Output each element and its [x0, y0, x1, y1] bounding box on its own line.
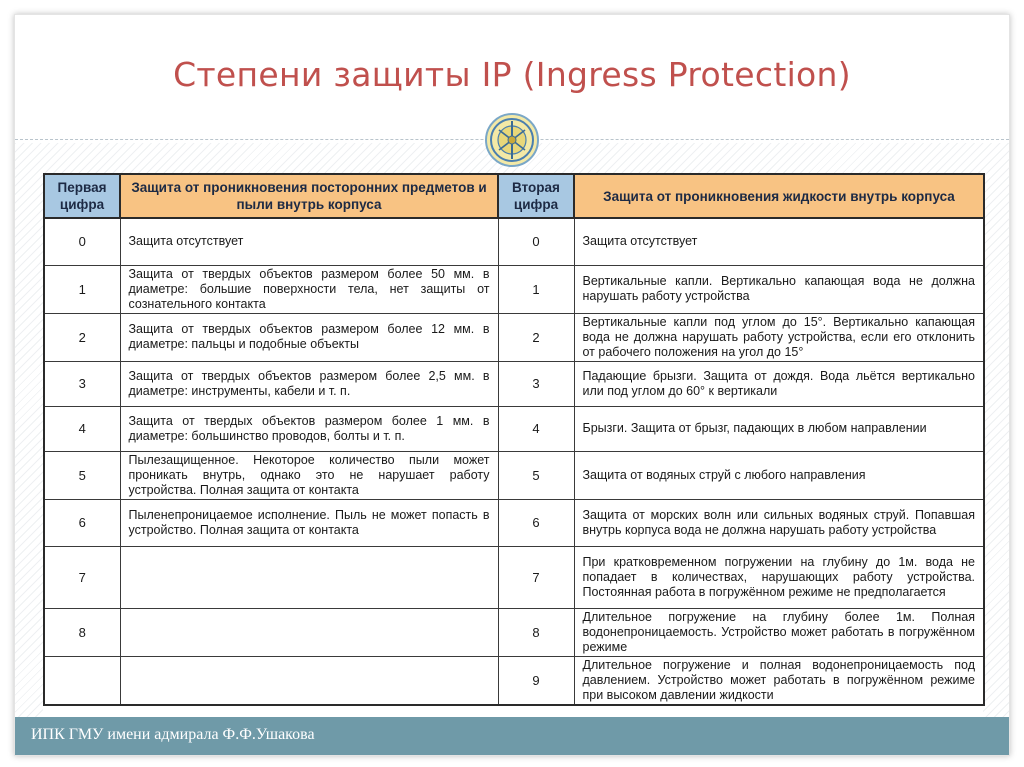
table-row	[44, 361, 984, 406]
table-row	[44, 608, 984, 656]
solid-protection-cell: Защита от твердых объектов размером более 1 мм. в диаметре: большинство проводов, болты и т. п.	[120, 406, 498, 451]
first-digit-cell: 0	[44, 218, 120, 265]
table-row	[44, 406, 984, 451]
header-second-digit: Вторая цифра	[498, 174, 574, 218]
liquid-protection-cell: Защита отсутствует	[574, 218, 984, 265]
solid-protection-cell	[120, 608, 498, 656]
second-digit-cell: 8	[498, 608, 574, 656]
liquid-protection-cell: При кратковременном погружении на глубину до 1м. вода не попадает в количествах, нарушающих работу устройства. Постоянная работа в погружённом режиме не предполагается	[574, 546, 984, 608]
slide	[14, 14, 1010, 756]
second-digit-cell: 9	[498, 656, 574, 705]
first-digit-cell: 7	[44, 546, 120, 608]
slide-title: Степени защиты IP (Ingress Protection)	[173, 55, 851, 94]
second-digit-cell: 7	[498, 546, 574, 608]
solid-protection-cell	[120, 656, 498, 705]
first-digit-cell: 4	[44, 406, 120, 451]
table-row	[44, 265, 984, 313]
first-digit-cell: 1	[44, 265, 120, 313]
header-solids: Защита от проникновения посторонних предметов и пыли внутрь корпуса	[120, 174, 498, 218]
second-digit-cell: 1	[498, 265, 574, 313]
solid-protection-cell: Защита от твердых объектов размером более 50 мм. в диаметре: большие поверхности тела, нет защиты от сознательного контакта	[120, 265, 498, 313]
liquid-protection-cell: Вертикальные капли под углом до 15°. Вертикально капающая вода не должна нарушать работу устройства, если его отклонить от рабочего положения на угол до 15°	[574, 313, 984, 361]
solid-protection-cell	[120, 546, 498, 608]
liquid-protection-cell: Защита от водяных струй с любого направления	[574, 451, 984, 499]
footer-bar	[15, 717, 1009, 755]
first-digit-cell	[44, 656, 120, 705]
second-digit-cell: 3	[498, 361, 574, 406]
first-digit-cell: 2	[44, 313, 120, 361]
first-digit-cell: 8	[44, 608, 120, 656]
first-digit-cell: 3	[44, 361, 120, 406]
second-digit-cell: 6	[498, 499, 574, 546]
table-row	[44, 656, 984, 705]
first-digit-cell: 6	[44, 499, 120, 546]
solid-protection-cell: Пылезащищенное. Некоторое количество пыли может проникать внутрь, однако это не нарушает работу устройства. Полная защита от контакта	[120, 451, 498, 499]
liquid-protection-cell: Брызги. Защита от брызг, падающих в любом направлении	[574, 406, 984, 451]
liquid-protection-cell: Длительное погружение на глубину более 1м. Полная водонепроницаемость. Устройство может работать в погружённом режиме	[574, 608, 984, 656]
solid-protection-cell: Защита от твердых объектов размером более 2,5 мм. в диаметре: инструменты, кабели и т. п.	[120, 361, 498, 406]
table-row	[44, 313, 984, 361]
solid-protection-cell: Пыленепроницаемое исполнение. Пыль не может попасть в устройство. Полная защита от контакта	[120, 499, 498, 546]
table-row	[44, 546, 984, 608]
second-digit-cell: 4	[498, 406, 574, 451]
table-row	[44, 218, 984, 265]
header-first-digit: Первая цифра	[44, 174, 120, 218]
liquid-protection-cell: Защита от морских волн или сильных водяных струй. Попавшая внутрь корпуса вода не должна нарушать работу устройства	[574, 499, 984, 546]
table-row	[44, 451, 984, 499]
footer-text: ИПК ГМУ имени адмирала Ф.Ф.Ушакова	[31, 726, 315, 743]
second-digit-cell: 5	[498, 451, 574, 499]
ip-protection-table	[43, 173, 983, 717]
table-row	[44, 499, 984, 546]
second-digit-cell: 2	[498, 313, 574, 361]
liquid-protection-cell: Падающие брызги. Защита от дождя. Вода льётся вертикально или под углом до 60° к вертикали	[574, 361, 984, 406]
solid-protection-cell: Защита от твердых объектов размером более 12 мм. в диаметре: пальцы и подобные объекты	[120, 313, 498, 361]
academy-emblem-icon	[485, 113, 539, 167]
solid-protection-cell: Защита отсутствует	[120, 218, 498, 265]
header-liquids: Защита от проникновения жидкости внутрь корпуса	[574, 174, 984, 218]
liquid-protection-cell: Вертикальные капли. Вертикально капающая вода не должна нарушать работу устройства	[574, 265, 984, 313]
second-digit-cell: 0	[498, 218, 574, 265]
first-digit-cell: 5	[44, 451, 120, 499]
liquid-protection-cell: Длительное погружение и полная водонепроницаемость под давлением. Устройство может работать в погружённом режиме при высоком давлении жидкости	[574, 656, 984, 705]
